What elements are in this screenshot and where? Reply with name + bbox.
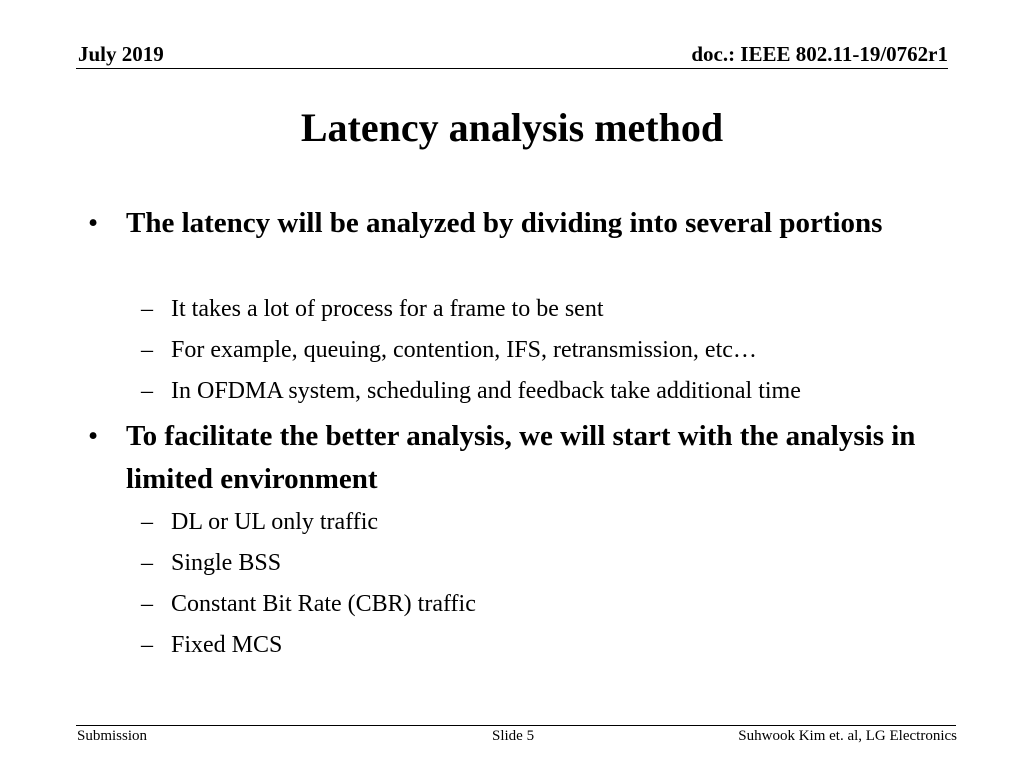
- sub-bullet-marker: –: [141, 296, 153, 322]
- header-rule: [76, 68, 948, 69]
- sub-bullet-marker: –: [141, 591, 153, 617]
- bullet-marker: •: [88, 207, 99, 239]
- bullet-2-sub-2: Single BSS: [171, 550, 282, 576]
- header-doc-id: doc.: IEEE 802.11-19/0762r1: [691, 42, 948, 66]
- bullet-1-sub-1: It takes a lot of process for a frame to be sent: [171, 296, 604, 322]
- footer-author: Suhwook Kim et. al, LG Electronics: [738, 728, 957, 744]
- footer-slide-number: Slide 5: [492, 728, 535, 744]
- bullet-2-sub-1: DL or UL only traffic: [171, 509, 379, 535]
- sub-bullet-marker: –: [141, 632, 153, 658]
- bullet-2-sub-4: Fixed MCS: [171, 632, 283, 658]
- bullet-2-text: To facilitate the better analysis, we will start with the analysis in limited environment: [126, 420, 916, 495]
- sub-bullet-marker: –: [141, 509, 153, 535]
- bullet-1-sub-3: In OFDMA system, scheduling and feedback take additional time: [171, 378, 801, 404]
- sub-bullet-marker: –: [141, 337, 153, 363]
- sub-bullet-marker: –: [141, 550, 153, 576]
- sub-bullet-marker: –: [141, 378, 153, 404]
- slide-title: Latency analysis method: [300, 105, 724, 150]
- footer-submission: Submission: [77, 728, 148, 744]
- bullet-1-text: The latency will be analyzed by dividing into several portions: [126, 207, 883, 239]
- bullet-marker: •: [88, 420, 99, 452]
- footer-rule: [76, 725, 956, 726]
- header-date: July 2019: [78, 42, 164, 66]
- bullet-2-sub-3: Constant Bit Rate (CBR) traffic: [171, 591, 476, 617]
- bullet-1-sub-2: For example, queuing, contention, IFS, retransmission, etc…: [171, 337, 757, 363]
